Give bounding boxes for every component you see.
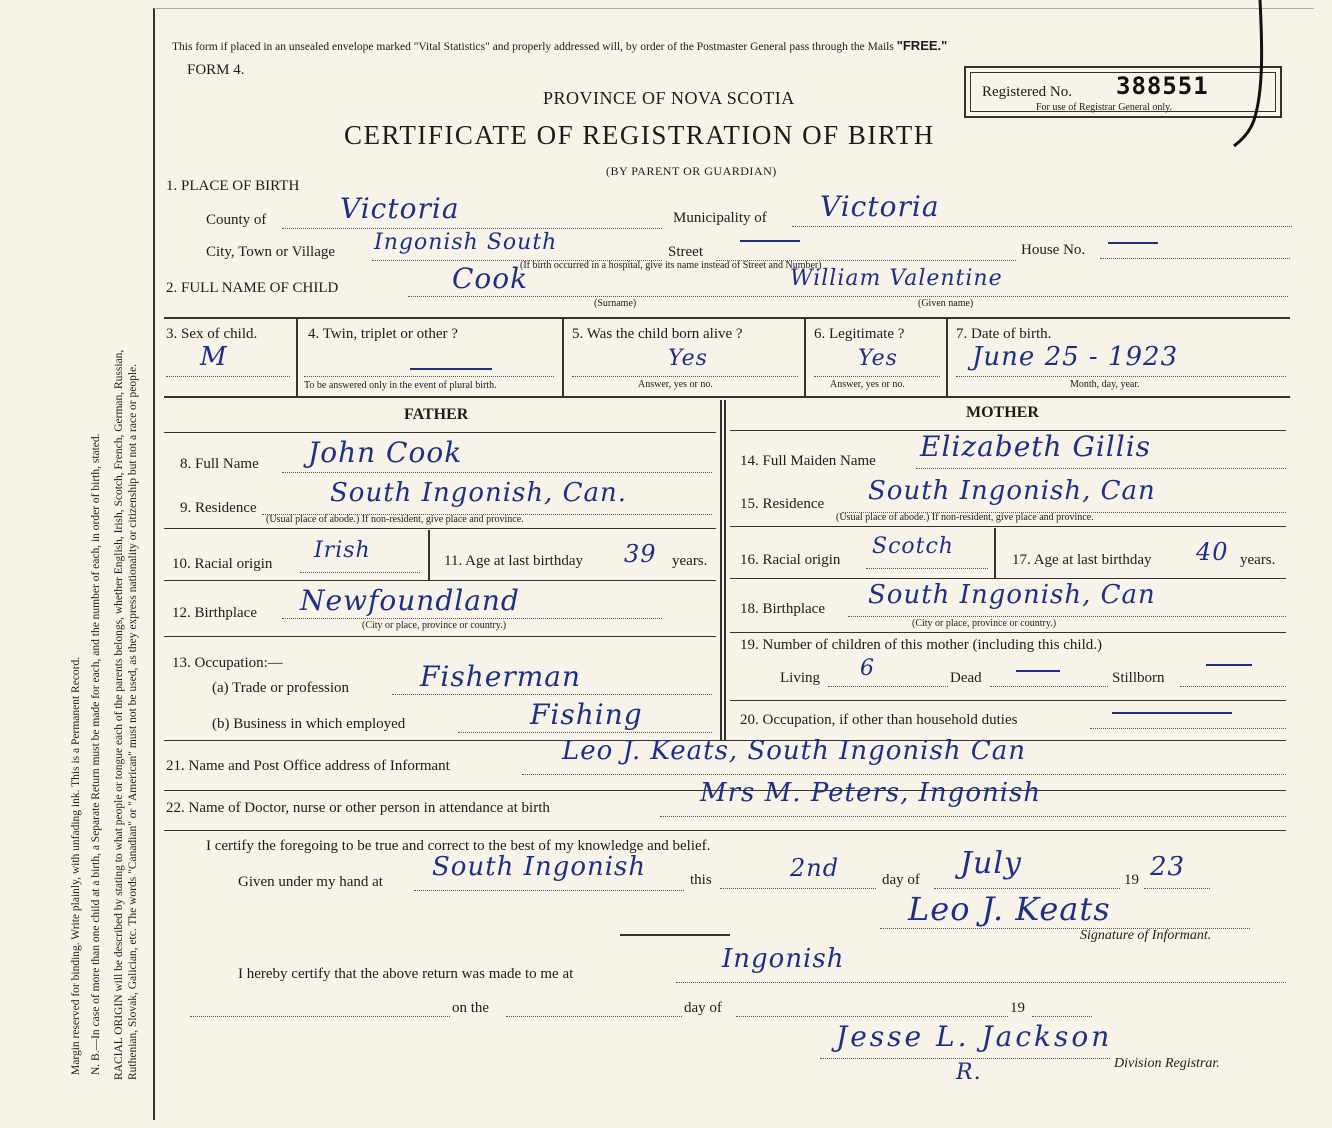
hospital-note: (If birth occurred in a hospital, give its name instead of Street and Number) [520, 260, 822, 271]
dob-value: June 25 - 1923 [972, 342, 1179, 372]
registrar-signature: Jesse L. Jackson [836, 1020, 1113, 1053]
legitimate-note: Answer, yes or no. [830, 379, 905, 390]
twin-note: To be answered only in the event of plural birth. [304, 380, 497, 391]
margin-binding-note: Margin reserved for binding. Write plainly, with unfading ink. This is a Permanent Record. [70, 656, 82, 1075]
mother-birthplace-label: 18. Birthplace [740, 601, 825, 617]
mother-occupation-label: 20. Occupation, if other than household duties [740, 712, 1018, 728]
municipality-label: Municipality of [673, 210, 767, 226]
left-border [153, 8, 155, 1120]
mother-race-label: 16. Racial origin [740, 552, 841, 568]
dead-label: Dead [950, 670, 982, 686]
father-age-label: 11. Age at last birthday [444, 553, 583, 569]
born-alive-value: Yes [668, 346, 708, 371]
given-under-label: Given under my hand at [238, 874, 383, 890]
county-value: Victoria [340, 192, 460, 225]
column-divider [720, 400, 722, 740]
sex-label: 3. Sex of child. [166, 326, 258, 342]
county-label: County of [206, 212, 267, 228]
mother-residence-label: 15. Residence [740, 496, 825, 512]
father-heading: FATHER [404, 406, 469, 423]
informant-label: 21. Name and Post Office address of Informant [166, 758, 450, 774]
ink-mark-icon [1220, 0, 1280, 150]
mother-name-label: 14. Full Maiden Name [740, 453, 876, 469]
this-label: this [690, 872, 712, 888]
margin-nb-note: N. B.—In case of more than one child at a birth, a Separate Return must be made for each, and the number of each, in order of birth, stated. [90, 433, 102, 1075]
doctor-value: Mrs M. Peters, Ingonish [700, 778, 1042, 808]
top-edge-line [154, 8, 1314, 9]
child-surname: Cook [452, 262, 529, 295]
mother-birthplace-note: (City or place, province or country.) [912, 618, 1057, 629]
month-value: July [960, 846, 1022, 881]
mother-age-years: years. [1240, 552, 1276, 568]
born-alive-label: 5. Was the child born alive ? [572, 326, 743, 342]
year-prefix: 19 [1124, 872, 1139, 888]
given-place-value: South Ingonish [432, 852, 647, 882]
municipality-value: Victoria [820, 190, 940, 223]
mother-name-value: Elizabeth Gillis [920, 430, 1152, 463]
certificate-title: CERTIFICATE OF REGISTRATION OF BIRTH [344, 120, 935, 150]
place-of-birth-label: 1. PLACE OF BIRTH [166, 178, 300, 194]
mother-residence-value: South Ingonish, Can [868, 476, 1156, 506]
child-name-label: 2. FULL NAME OF CHILD [166, 280, 339, 296]
legitimate-value: Yes [858, 346, 898, 371]
margin-racial-note-2: Ruthenian, Slovak, Galician, etc. The words "Canadian" or "American" must not be used, as they express nationality or citizenship but not a race or people. [127, 363, 139, 1080]
registrar-place-value: Ingonish [722, 944, 845, 974]
informant-signature: Leo J. Keats [908, 890, 1111, 928]
surname-note: (Surname) [594, 298, 637, 309]
occupation-label: 13. Occupation:— [172, 655, 283, 671]
father-race-label: 10. Racial origin [172, 556, 273, 572]
living-label: Living [780, 670, 820, 686]
mother-birthplace-value: South Ingonish, Can [868, 580, 1156, 610]
dob-note: Month, day, year. [1070, 379, 1140, 390]
father-age-value: 39 [624, 540, 657, 568]
street-label: Street [668, 244, 703, 260]
trade-label: (a) Trade or profession [212, 680, 350, 696]
certificate-subtitle: (BY PARENT OR GUARDIAN) [606, 164, 777, 178]
father-residence-label: 9. Residence [180, 500, 257, 516]
father-name-label: 8. Full Name [180, 456, 259, 472]
mother-age-label: 17. Age at last birthday [1012, 552, 1152, 568]
father-race-value: Irish [314, 538, 371, 563]
business-label: (b) Business in which employed [212, 716, 406, 732]
given-name-note: (Given name) [918, 298, 974, 309]
form-number: FORM 4. [187, 62, 245, 78]
signature-informant-label: Signature of Informant. [1080, 928, 1212, 943]
mother-residence-note: (Usual place of abode.) If non-resident, give place and province. [836, 512, 1094, 523]
father-age-years: years. [672, 553, 708, 569]
division-registrar-label: Division Registrar. [1114, 1056, 1220, 1071]
father-residence-note: (Usual place of abode.) If non-resident, give place and province. [266, 514, 524, 525]
father-birthplace-value: Newfoundland [300, 584, 520, 617]
registrar-day-of-label: day of [684, 1000, 722, 1016]
province-title: PROVINCE OF NOVA SCOTIA [543, 88, 795, 108]
living-value: 6 [860, 656, 875, 681]
registered-number: 388551 [1116, 72, 1209, 100]
child-given-name: William Valentine [790, 266, 1003, 291]
doctor-label: 22. Name of Doctor, nurse or other person in attendance at birth [166, 800, 550, 816]
registrar-statement: I hereby certify that the above return was made to me at [238, 966, 574, 982]
margin-racial-note-1: RACIAL ORIGIN will be described by stating to what people or tongue each of the parents belongs, whether English, Irish, Scotch, French, German, Russian, [113, 349, 125, 1080]
born-alive-note: Answer, yes or no. [638, 379, 713, 390]
father-residence-value: South Ingonish, Can. [330, 478, 628, 508]
house-label: House No. [1021, 242, 1086, 258]
sex-value: M [200, 342, 228, 372]
father-name-value: John Cook [308, 436, 463, 469]
children-count-label: 19. Number of children of this mother (including this child.) [740, 637, 1103, 653]
city-label: City, Town or Village [206, 244, 336, 260]
day-of-label: day of [882, 872, 920, 888]
legitimate-label: 6. Legitimate ? [814, 326, 905, 342]
mother-heading: MOTHER [966, 404, 1039, 421]
on-the-label: on the [452, 1000, 490, 1016]
city-value: Ingonish South [374, 230, 558, 255]
father-birthplace-note: (City or place, province or country.) [362, 620, 507, 631]
day-value: 2nd [790, 854, 840, 882]
trade-value: Fisherman [420, 660, 582, 693]
registered-label: Registered No. [982, 84, 1072, 100]
father-birthplace-label: 12. Birthplace [172, 605, 257, 621]
registrar-general-note: For use of Registrar General only. [1036, 102, 1172, 113]
registrar-year-prefix: 19 [1010, 1000, 1025, 1016]
informant-value: Leo J. Keats, South Ingonish Can [562, 736, 1026, 766]
mother-race-value: Scotch [872, 534, 954, 559]
postal-notice: This form if placed in an unsealed envelope marked "Vital Statistics" and properly addressed will, by order of the Postmaster General pass through the Mails "FREE." [172, 38, 948, 53]
certify-statement: I certify the foregoing to be true and correct to the best of my knowledge and belief. [206, 838, 711, 854]
business-value: Fishing [530, 698, 643, 731]
stillborn-label: Stillborn [1112, 670, 1165, 686]
registrar-initial: R. [956, 1060, 982, 1085]
mother-age-value: 40 [1196, 538, 1229, 566]
twin-label: 4. Twin, triplet or other ? [308, 326, 458, 342]
year-value: 23 [1150, 852, 1186, 882]
dob-label: 7. Date of birth. [956, 326, 1052, 342]
